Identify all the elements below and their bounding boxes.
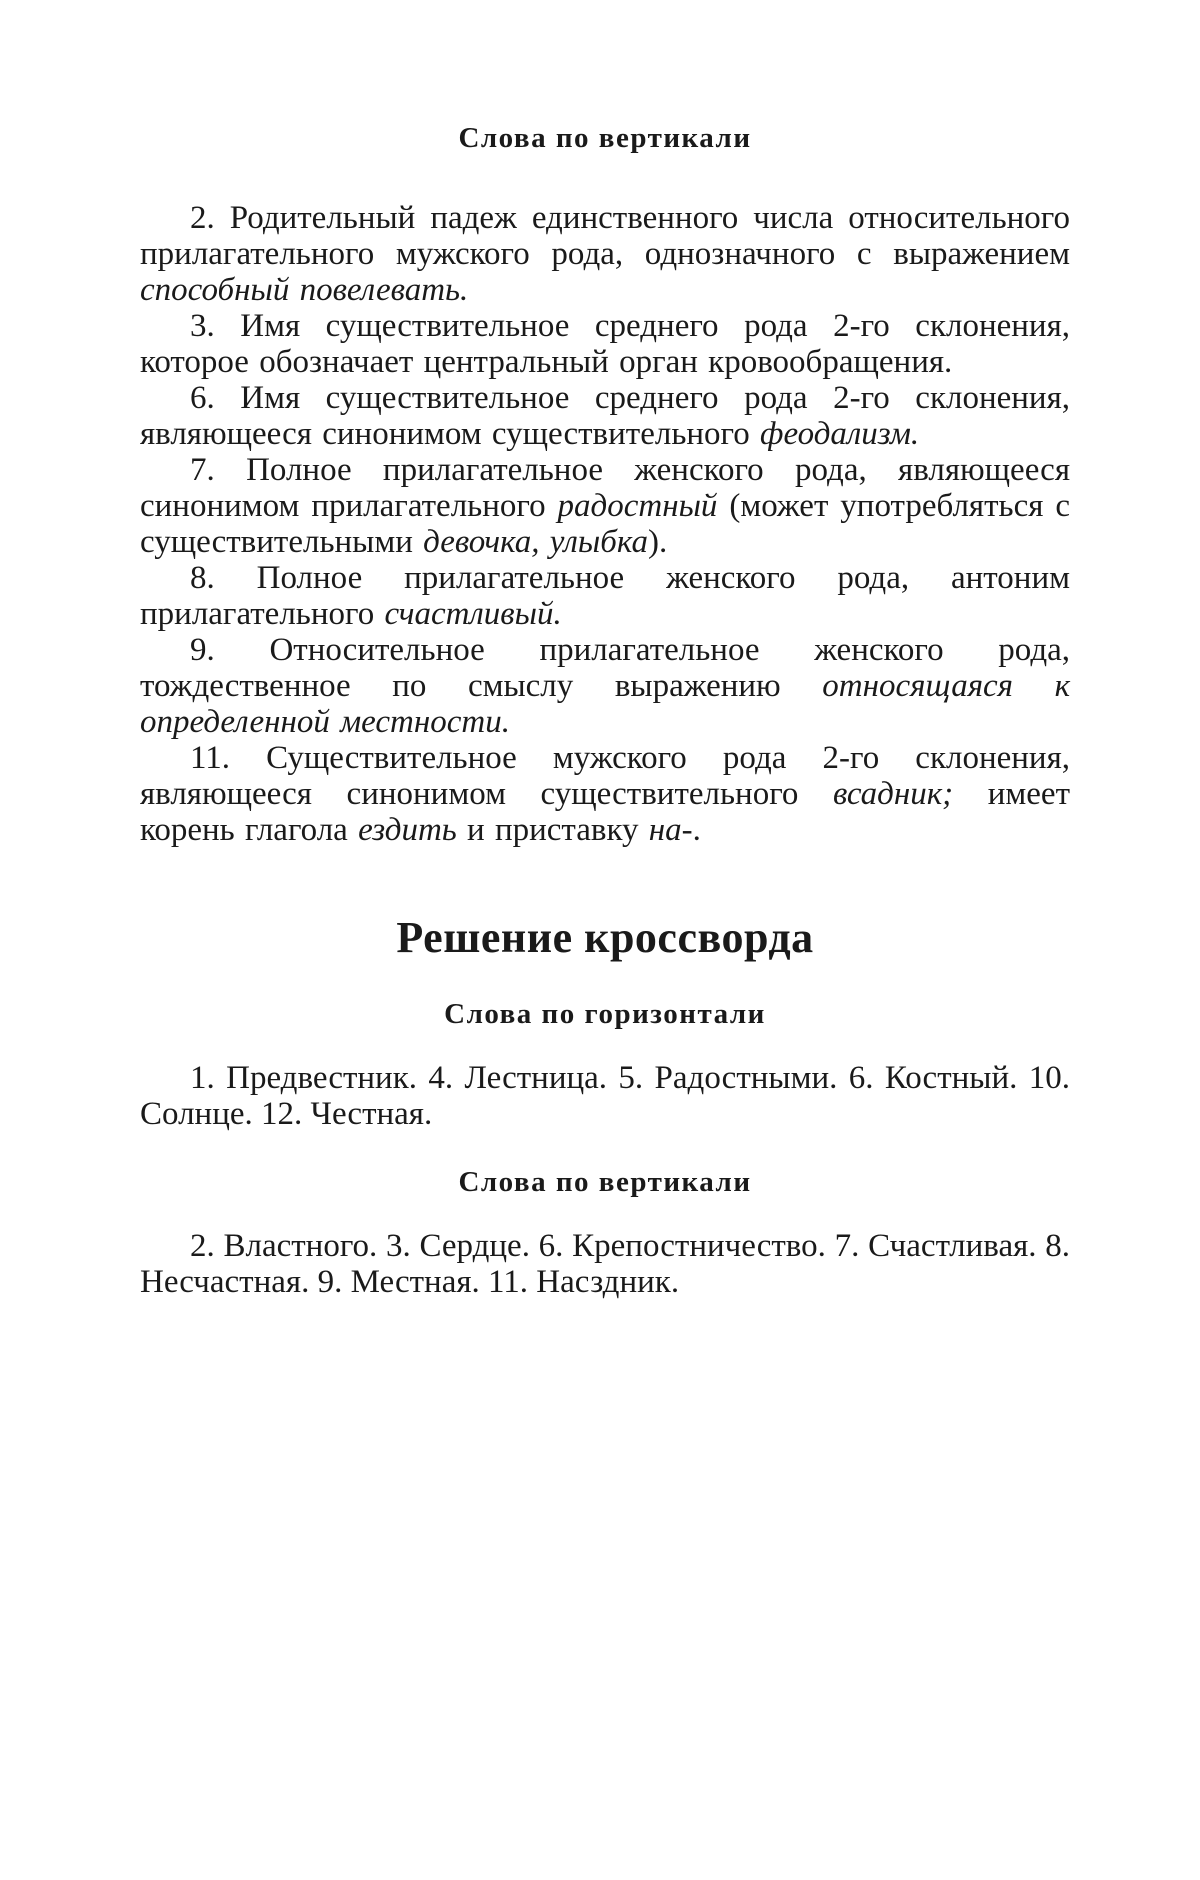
clue-italic-text: способный повелевать. <box>140 272 469 308</box>
clue-item <box>140 632 1070 740</box>
clue-item <box>140 380 1070 452</box>
clue-number: 6. <box>190 380 215 416</box>
clue-text: Родительный падеж единственного числа относительного прилагательного мужского рода, однозначного с выражением <box>140 200 1071 272</box>
vertical-answers-heading: Слова по вертикали <box>458 1166 752 1198</box>
clue-italic-text: счастливый. <box>384 596 562 632</box>
clue-italic-text: всадник; <box>832 776 954 812</box>
page-content <box>140 118 1070 1300</box>
clue-item <box>140 200 1070 308</box>
clue-number: 2. <box>190 200 215 236</box>
clue-number: 11. <box>190 740 231 776</box>
clue-text: Имя существительное среднего рода 2-го склонения, являющееся синонимом существительного <box>140 380 1070 452</box>
clue-number: 8. <box>190 560 215 596</box>
clue-text: . <box>692 812 701 848</box>
clue-italic-text: феодализм. <box>760 416 920 452</box>
clue-italic-text: ездить <box>358 812 457 848</box>
vertical-answers: 2. Властного. 3. Сердце. 6. Крепостничество. 7. Счастливая. 8. Несчастная. 9. Местная. 11. Насздник. <box>140 1228 1070 1300</box>
clue-text: и приставку <box>456 812 649 848</box>
clue-text: Полное прилагательное женского рода, являющееся синонимом прилагательного <box>140 452 1070 524</box>
clue-list <box>140 200 1070 848</box>
clue-text: Относительное прилагательное женского рода, тождественное по смыслу выражению <box>140 632 1070 704</box>
clue-text: Имя существительное среднего рода 2-го склонения, которое обозначает центральный орган кровообращения. <box>140 308 1070 380</box>
clue-item <box>140 452 1070 560</box>
clue-number: 9. <box>190 632 215 668</box>
clue-italic-text: на- <box>648 812 693 848</box>
clue-italic-text: девочка, улыбка <box>423 524 648 560</box>
clue-text: Существительное мужского рода 2-го склонения, являющееся синонимом существительного <box>140 740 1071 812</box>
clue-text: Полное прилагательное женского рода, антоним прилагательного <box>140 560 1070 632</box>
vertical-clues-heading: Слова по вертикали <box>458 122 752 154</box>
clue-italic-text: относящаяся к определенной местности. <box>140 668 1071 740</box>
clue-item <box>140 560 1070 632</box>
clue-text: (может употребляться с существительными <box>140 488 1070 560</box>
clue-number: 7. <box>190 452 215 488</box>
clue-item <box>140 740 1070 848</box>
clue-number: 3. <box>190 308 215 344</box>
horizontal-answers-heading: Слова по горизонтали <box>444 998 766 1030</box>
clue-item <box>140 308 1070 380</box>
solution-heading: Решение кроссворда <box>396 913 814 962</box>
clue-text: имеет корень глагола <box>140 776 1071 848</box>
clue-text: ). <box>647 524 668 560</box>
clue-italic-text: радостный <box>557 488 718 524</box>
horizontal-answers: 1. Предвестник. 4. Лестница. 5. Радостными. 6. Костный. 10. Солнце. 12. Честная. <box>140 1060 1070 1132</box>
